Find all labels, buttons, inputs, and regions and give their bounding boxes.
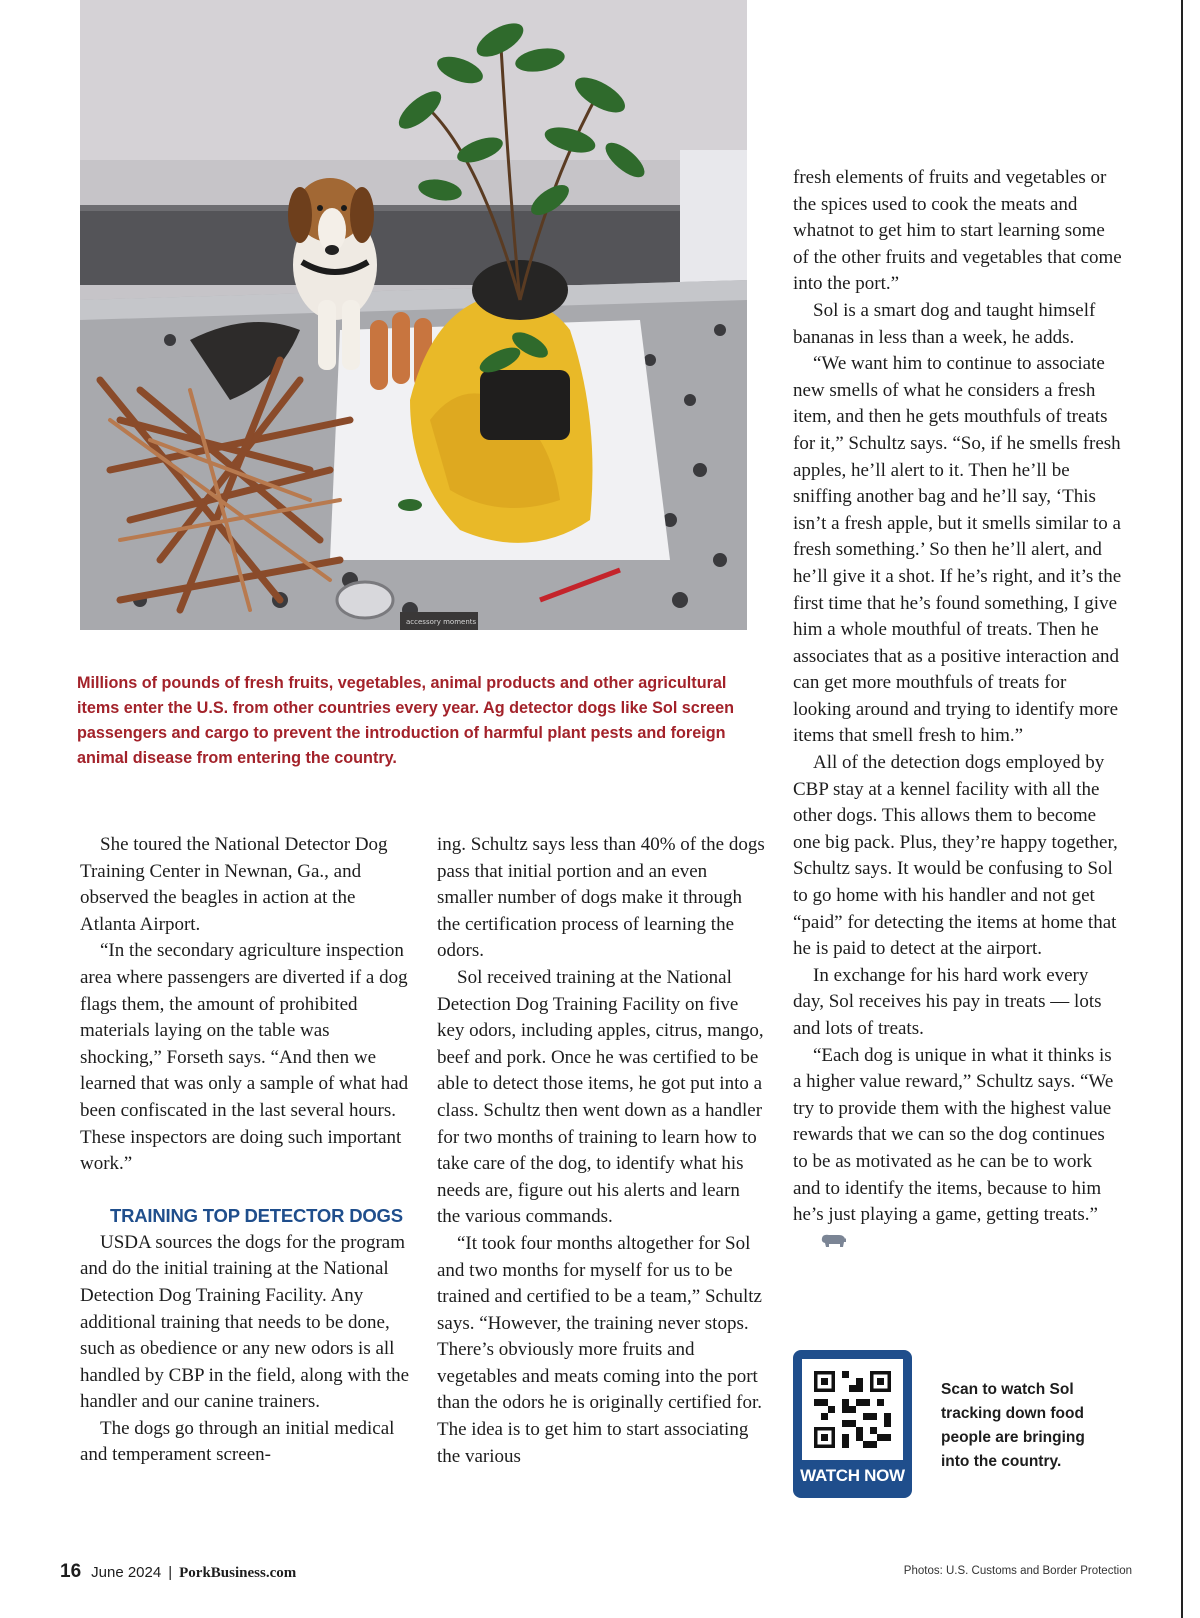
- paragraph: All of the detection dogs employed by CBP stay at a kennel facility with all the other dogs. This allows them to become one big pack. Plus, they’re happy together, Schultz says. It would be confusing to Sol to go home with his handler and not get “paid” for detecting the items at home that he is paid to detect at the airport.: [793, 752, 1118, 960]
- paragraph: “We want him to continue to associate new smells of what he considers a fresh item, and then he gets mouthfuls of treats for it,” Schultz says. “So, if he smells fresh apples, he’ll alert to it. Then he’ll be sniffing another bag and he’ll say, ‘This isn’t a fresh apple, but it smells similar to a fresh something.’ So then he’ll alert, and he’ll give it a shot. If he’s right, and it’s the first time that he’s found something, I give him a whole mouthful of treats. Then he associates that as a positive interaction and can get more mouthfuls of treats for looking around and trying to identify more items that smell fresh to him.”: [793, 353, 1122, 747]
- paragraph: In exchange for his hard work every day, Sol receives his pay in treats — lots and lots of treats.: [793, 964, 1102, 1039]
- paragraph: Sol received training at the National Detection Dog Training Facility on five key odors, including apples, citrus, mango, beef and pork. Once he was certified to be able to detect those items, he got put into a class. Schultz then went down as a handler for two months of training to learn how to take care of the dog, to identify what his needs are, figure out his alerts and learn the various commands.: [437, 966, 764, 1228]
- paragraph: fresh elements of fruits and vegetables or the spices used to cook the meats and whatnot to get him to start learning some of the other fruits and vegetables that come into the port.”: [793, 167, 1122, 295]
- paragraph: She toured the National Detector Dog Training Center in Newnan, Ga., and observed the beagles in action at the Atlanta Airport.: [80, 834, 388, 935]
- article-column-3: [793, 165, 1123, 1257]
- paragraph: USDA sources the dogs for the program and do the initial training at the National Detection Dog Training Facility. Any additional training that needs to be done, such as obedience or any new odors is all handled by CBP in the field, along with the handler and our canine trainers.: [80, 1231, 410, 1413]
- qr-code[interactable]: [802, 1359, 903, 1460]
- article-column-2: [437, 832, 767, 1470]
- site-link[interactable]: PorkBusiness.com: [179, 1565, 297, 1581]
- paragraph-text: “Each dog is unique in what it thinks is a higher value reward,” Schultz says. “We try to provide them with the highest value rewards that we can so the dog continues to be as motivated as he can be to work and to identify the items, because to him he’s just playing a game, getting treats.”: [793, 1044, 1114, 1226]
- article-photo: [80, 0, 747, 630]
- qr-description: Scan to watch Sol tracking down food people are bringing into the country.: [941, 1381, 1085, 1470]
- paragraph: Sol is a smart dog and taught himself bananas in less than a week, he adds.: [793, 299, 1096, 348]
- page-footer: [60, 1561, 296, 1583]
- photo-credit: Photos: U.S. Customs and Border Protection: [903, 1565, 1132, 1577]
- bag-label: accessory moments: [406, 618, 477, 626]
- section-subhead: TRAINING TOP DETECTOR DOGS: [110, 1204, 403, 1226]
- paragraph: “It took four months altogether for Sol and two months for myself for us to be trained and certified to be a team,” Schultz says. “However, the training never stops. There’s obviously more fruits and vegetables and meats coming into the port than the odors he is originally certified for. The idea is to get him to start associating the various: [437, 1232, 763, 1467]
- watch-now-button[interactable]: WATCH NOW: [800, 1466, 905, 1485]
- page-number: 16: [60, 1561, 82, 1582]
- article-column-1: [80, 832, 410, 1469]
- photo-caption: Millions of pounds of fresh fruits, vegetables, animal products and other agricultural items enter the U.S. from other countries every year. Ag detector dogs like Sol screen passengers and cargo to prevent the introduction of harmful plant pests and foreign animal disease from entering the country.: [77, 674, 735, 767]
- page-edge-rule: [1181, 0, 1183, 1618]
- paragraph: The dogs go through an initial medical and temperament screen-: [80, 1417, 395, 1466]
- footer-separator: |: [168, 1564, 173, 1581]
- paragraph: “In the secondary agriculture inspection area where passengers are diverted if a dog flags them, the amount of prohibited materials laying on the table was shocking,” Forseth says. “And then we learned that was only a sample of what had been confiscated in the last several hours. These inspectors are doing such important work.”: [80, 940, 409, 1175]
- last-paragraph: [793, 1043, 1123, 1258]
- watch-now-qr-card[interactable]: [793, 1350, 912, 1498]
- issue-date: June 2024: [91, 1564, 162, 1581]
- pig-icon: [799, 1231, 847, 1258]
- paragraph: ing. Schultz says less than 40% of the dogs pass that initial portion and an even smaller number of dogs make it through the certification process of learning the odors.: [437, 834, 765, 962]
